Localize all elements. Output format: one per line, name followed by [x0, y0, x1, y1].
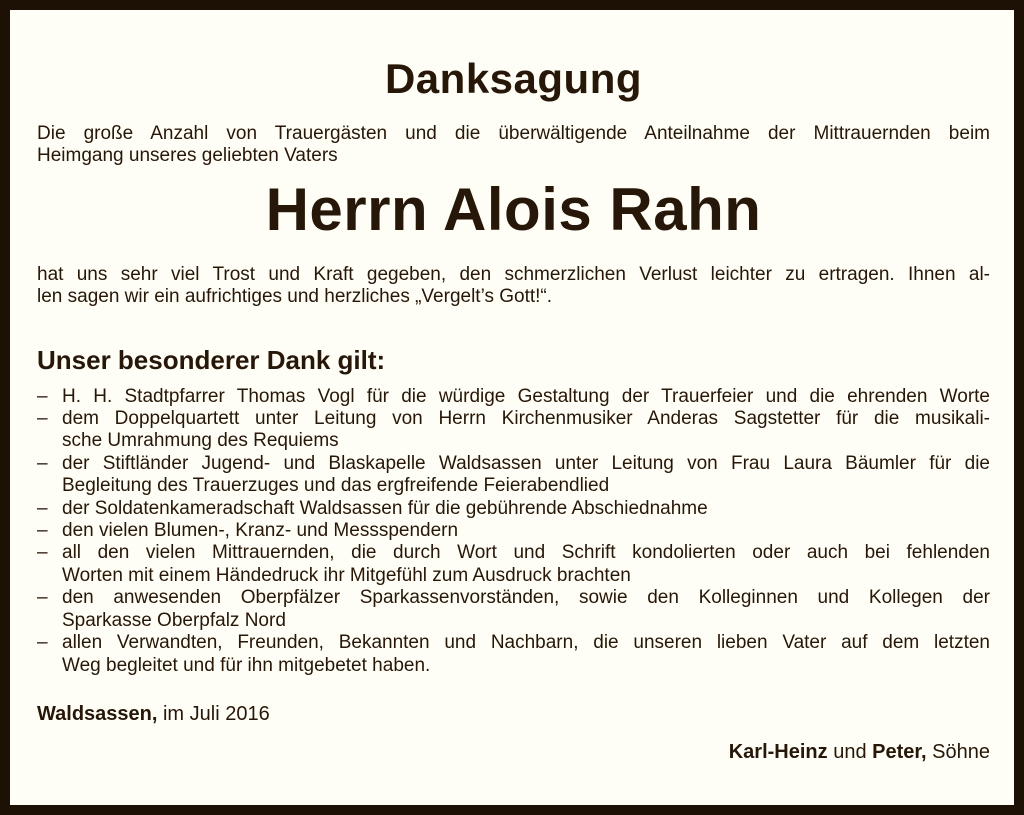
text-line: Begleitung des Trauerzuges und das ergfreifende Feierabendlied [62, 475, 610, 497]
thanks-list [37, 386, 990, 677]
notice-title: Danksagung [384, 55, 643, 102]
list-dash-marker: – [37, 542, 48, 564]
text-line: len sagen wir ein aufrichtiges und herzliches „Vergelt’s Gott!“. [37, 286, 553, 308]
text-line: den vielen Blumen-, Kranz- und Messspendern [62, 520, 459, 542]
thanks-list-item [37, 453, 990, 498]
list-dash-marker: – [37, 408, 48, 430]
text-segment: Söhne [926, 740, 990, 763]
thanks-list-item [37, 498, 990, 520]
text-segment: im Juli 2016 [157, 702, 270, 725]
text-segment: Waldsassen, [37, 702, 158, 725]
text-line: Heimgang unseres geliebten Vaters [37, 145, 338, 167]
text-segment: und [827, 740, 873, 763]
text-line: allen Verwandten, Freunden, Bekannten und Nachbarn, die unseren lieben Vater auf dem letzten [62, 632, 990, 654]
thanks-list-item [37, 520, 990, 542]
list-dash-marker: – [37, 452, 48, 474]
text-line: sche Umrahmung des Requiems [62, 430, 339, 452]
text-line: dem Doppelquartett unter Leitung von Herrn Kirchenmusiker Anderas Sagstetter für die musikali- [62, 408, 990, 430]
gratitude-paragraph [37, 264, 990, 309]
text-line: Weg begleitet und für ihn mitgebetet haben. [62, 654, 431, 676]
text-line: all den vielen Mittrauernden, die durch Wort und Schrift kondolierten oder auch bei fehlenden [62, 542, 990, 564]
text-segment: Peter, [872, 740, 927, 763]
text-line: Die große Anzahl von Trauergästen und die überwältigende Anteilnahme der Mittrauernden beim [37, 123, 990, 144]
list-dash-marker: – [37, 497, 48, 519]
text-line: Sparkasse Oberpfalz Nord [62, 609, 286, 631]
thanks-list-item [37, 408, 990, 453]
thanks-list-item [37, 632, 990, 677]
signature-line [37, 741, 990, 763]
list-dash-marker: – [37, 520, 48, 542]
text-segment: Karl-Heinz [728, 740, 828, 763]
text-line: der Stiftländer Jugend- und Blaskapelle Waldsassen unter Leitung von Frau Laura Bäumler für die [62, 452, 990, 474]
thanks-list-item [37, 587, 990, 632]
intro-paragraph [37, 123, 990, 168]
text-line: hat uns sehr viel Trost und Kraft gegeben, den schmerzlichen Verlust leichter zu ertragen. Ihnen al- [37, 263, 990, 285]
thanks-heading: Unser besonderer Dank gilt: [37, 344, 386, 375]
list-dash-marker: – [37, 632, 48, 654]
thanks-list-item [37, 542, 990, 587]
place-date-line [37, 703, 990, 725]
deceased-name: Herrn Alois Rahn [265, 175, 762, 243]
text-line: den anwesenden Oberpfälzer Sparkassenvorständen, sowie den Kolleginnen und Kollegen der [62, 587, 990, 609]
obituary-notice-sheet [10, 10, 1014, 805]
list-dash-marker: – [37, 385, 48, 407]
list-dash-marker: – [37, 587, 48, 609]
text-line: der Soldatenkameradschaft Waldsassen für die gebührende Abschiednahme [62, 497, 708, 519]
text-line: H. H. Stadtpfarrer Thomas Vogl für die würdige Gestaltung der Trauerfeier und die ehrenden Worte [62, 385, 990, 407]
thanks-list-item [37, 386, 990, 408]
text-line: Worten mit einem Händedruck ihr Mitgefühl zum Ausdruck brachten [62, 564, 631, 586]
